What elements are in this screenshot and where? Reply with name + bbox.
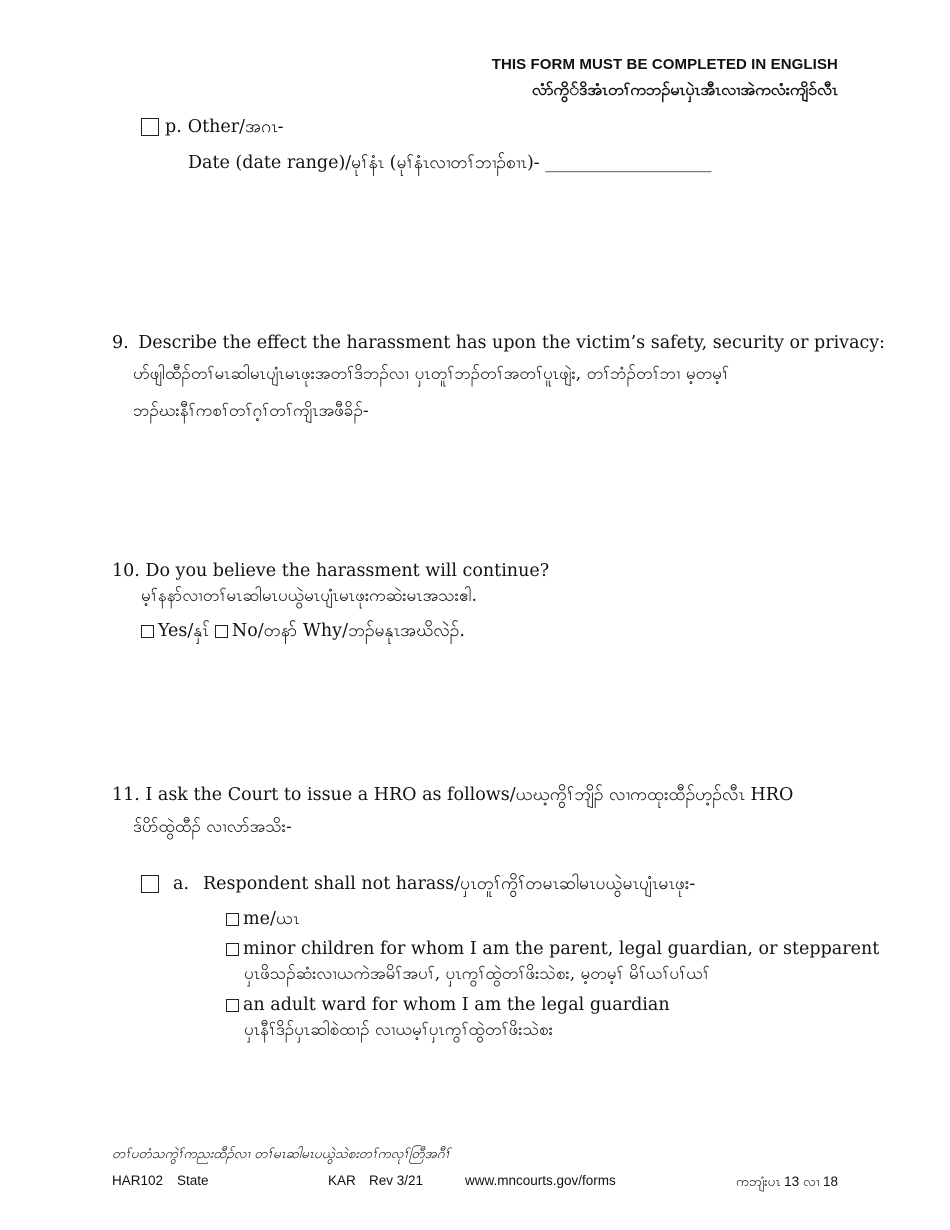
question-11 [112,783,793,807]
question-10 [112,559,549,583]
question-9 [112,331,885,355]
footer-state: State [177,1173,209,1188]
sub-option-adult-ward-checkbox[interactable] [226,999,239,1012]
sub-option-minor-children-checkbox[interactable] [226,943,239,956]
footer-form-title: တၢ်ပတံသကွဲၢ်ကညးထီၣ်လၢ တၢ်မၤဆါမၤပယွဲသဲစးတၢ်ကလုၢ်တြီအဂီၢ် [112,1146,451,1162]
form-english-notice-karen: လံာ်ကွိ်ဒိအံၤတၢ်ကဘၣ်မၤပှဲၤအီၤလၢအဲကလံးကျိၥ်လီၤ [531,82,838,99]
q10-text-en: Do you believe the harassment will continue? [145,561,550,581]
q11-option-a-row [141,872,695,896]
sub-option-minor-children-label: minor children for whom I am the parent, legal guardian, or stepparent [243,939,880,959]
q11-option-a-letter: a. [173,874,189,894]
footer-url[interactable]: www.mncourts.gov/forms [465,1173,616,1188]
q9-text-karen-2: ဘၣ်ဃးနီၢ်ကစၢ်တၢ်ဂ့ၢ်တၢ်ကျိၤအဖီခိၣ်- [133,401,369,421]
q10-no-label: No/တနာ် [231,621,297,641]
q9-text-en: Describe the effect the harassment has upon the victim’s safety, security or privacy: [138,333,886,353]
sub-option-adult-ward-label: an adult ward for whom I am the legal guardian [243,995,670,1015]
item-p-date-blank[interactable]: ___________________ [545,153,712,173]
sub-option-me-checkbox[interactable] [226,913,239,926]
q9-text-karen-1: ဟ်ဖျါထီၣ်တၢ်မၤဆါမၤပျံၤမၤဖုးအတၢ်ဒိဘၣ်လၢ ပှၤတူၢ်ဘၣ်တၢ်အတၢ်ပူၤဖျဲး, တၢ်ဘံၣ်တၢ်ဘၢ မ့တမ့ၢ် [133,364,729,384]
q10-yes-checkbox[interactable] [141,625,154,638]
q11-sub-option-adult-ward [226,993,670,1017]
q11-text-en: I ask the Court to issue a HRO as follows/ယဃ့ကွိၢ်ဘျိၣ် လၢကထုးထီၣ်ဟ့ၣ်လီၤ HRO [145,785,794,805]
q10-number: 10. [112,561,140,581]
item-p-date-label: Date (date range)/မုၢ်နံၤ (မုၢ်နံၤလၢတၢ်ဘၢၣ်စၢၤ)- [188,153,546,173]
footer-revision: Rev 3/21 [369,1173,424,1188]
q10-answer-row [141,619,465,643]
q11-sub-option-minor-children [226,937,879,961]
sub-option-adult-ward-karen: ပှၤနီၢ်ဒိၣ်ပှၤဆါစဲထၢၣ် လၢယမ့ၢ်ပှၤကွၢ်ထွဲတၢ်ဖိးသဲစး [244,1020,553,1040]
q11-option-a-label: Respondent shall not harass/ပှၤတူၢ်ကွိၢ်တမၤဆါမၤပယွဲမၤပျံၤမၤဖုး- [203,874,696,894]
q10-why-label: Why/ဘၣ်မနုၤအဃိလဲၣ်. [302,621,465,641]
q10-text-karen: မ့ၢ်နနာ်လၢတၢ်မၤဆါမၤပယွဲမၤပျံၤမၤဖုးကဆဲးမၤအသးဧါ. [141,586,477,606]
q11-text-karen: ဒ်ပိာ်ထွဲထီၣ် လၢလာ်အသိး- [133,817,292,837]
footer-page-current: 13 [784,1174,800,1189]
q11-sub-option-me [226,907,299,931]
q11-option-a-checkbox[interactable] [141,875,159,893]
q10-yes-label: Yes/နှၤ် [158,621,209,641]
footer-page-number [736,1173,838,1193]
sub-option-me-label: me/ယၤ [243,909,300,929]
footer-form-id: HAR102 [112,1173,164,1188]
q9-number: 9. [112,333,129,353]
item-p-checkbox[interactable] [141,118,159,136]
sub-option-minor-children-karen: ပှၤဖိသၣ်ဆံးလၢယကဲအမိၢ်အပၢ်, ပှၤကွၢ်ထွဲတၢ်ဖိးသဲစး, မ့တမ့ၢ် မိၢ်ယၢ်ပၢ်ယၢ် [244,964,710,984]
footer-page-of: လၢ [802,1174,820,1189]
form-english-notice: THIS FORM MUST BE COMPLETED IN ENGLISH [491,56,838,73]
item-p-letter: p. [165,117,182,137]
q10-no-checkbox[interactable] [215,625,228,638]
footer-page-total: 18 [822,1174,838,1189]
item-p-row [141,115,284,139]
item-p-label: Other/အဂၤ- [187,117,284,137]
q11-number: 11. [112,785,140,805]
footer-page-prefix: ကဘျံးပၤ [735,1174,781,1189]
footer-language: KAR [328,1173,356,1188]
item-p-date-row [188,151,712,175]
